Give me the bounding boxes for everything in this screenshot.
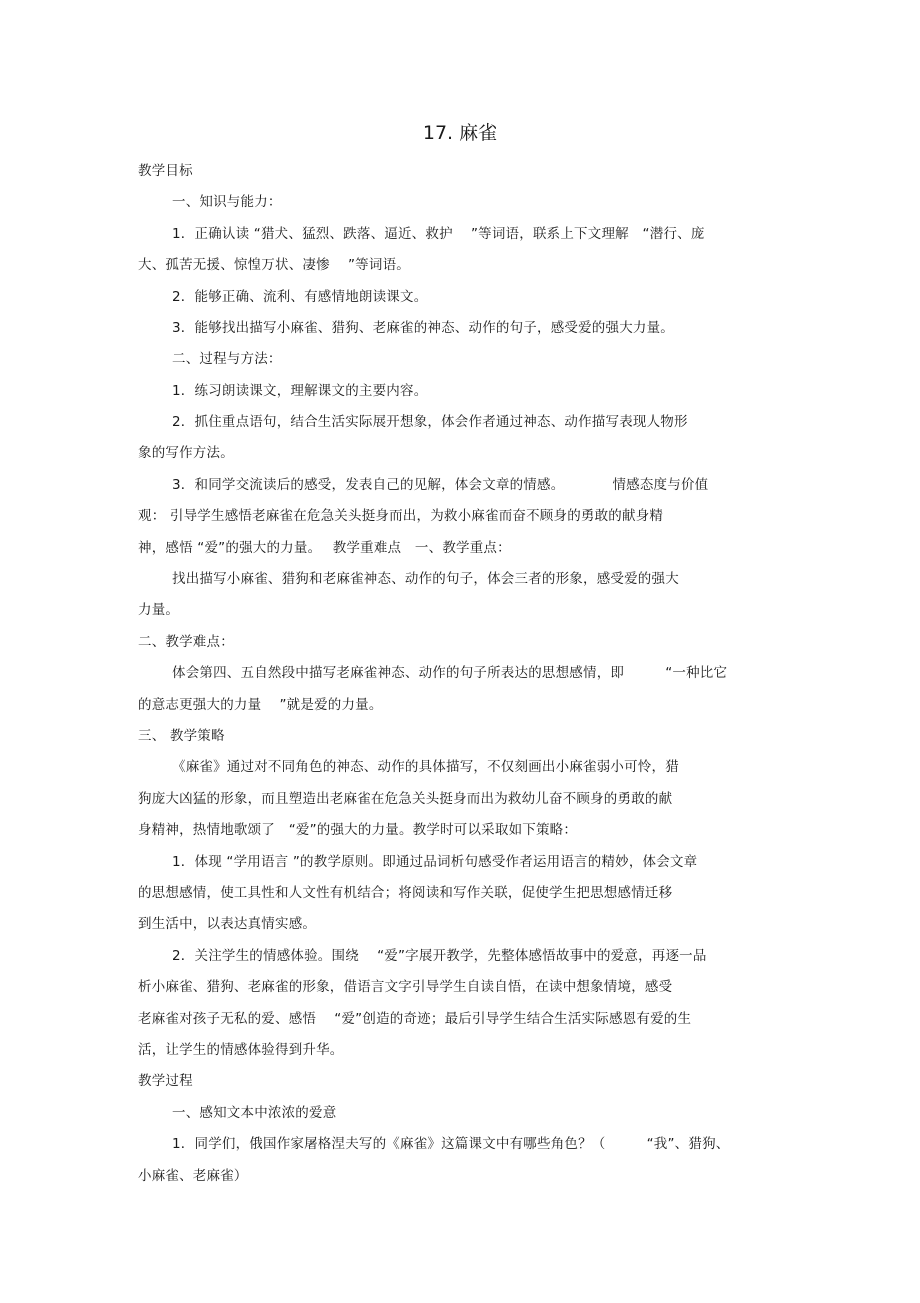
paragraph-line: 狗庞大凶猛的形象，而且塑造出老麻雀在危急关头挺身而出为救幼儿奋不顾身的勇敢的献 [138, 791, 673, 807]
paragraph-line: 1．同学们，俄国作家屠格涅夫写的《麻雀》这篇课文中有哪些角色？（ “我”、猎狗、 [172, 1136, 730, 1152]
paragraph-line: 活，让学生的情感体验得到升华。 [138, 1042, 344, 1058]
paragraph-line: 老麻雀对孩子无私的爱、感悟 “爱”创造的奇迹；最后引导学生结合生活实际感恩有爱的生 [138, 1011, 692, 1027]
subheading-difficulty: 二、教学难点： [138, 634, 234, 650]
section-heading-process: 教学过程 [138, 1073, 193, 1089]
paragraph-line: 力量。 [138, 602, 180, 618]
paragraph-line: 大、孤苦无援、惊惶万状、凄惨 ”等词语。 [138, 257, 410, 273]
paragraph-line: 的意志更强大的力量 ”就是爱的力量。 [138, 697, 383, 713]
paragraph-line: 3．能够找出描写小麻雀、猎狗、老麻雀的神态、动作的句子，感受爱的强大力量。 [172, 320, 674, 336]
paragraph-line: 1．练习朗读课文，理解课文的主要内容。 [172, 383, 428, 399]
paragraph-line: 2．关注学生的情感体验。围绕 “爱”字展开教学，先整体感悟故事中的爱意，再逐一品 [172, 948, 707, 964]
subheading-process: 二、过程与方法： [172, 351, 282, 367]
paragraph-line: 2．能够正确、流利、有感情地朗读课文。 [172, 289, 428, 305]
paragraph-line: 象的写作方法。 [138, 445, 234, 461]
paragraph-line: 身精神，热情地歌颂了 “爱”的强大的力量。教学时可以采取如下策略： [138, 822, 578, 838]
paragraph-line: 神，感悟 “爱”的强大的力量。 教学重难点 一、教学重点： [138, 540, 511, 556]
section-heading-strategy: 三、 教学策略 [138, 728, 225, 744]
paragraph-line: 小麻雀、老麻雀） [138, 1168, 248, 1184]
paragraph-line: 1．正确认读 “猎犬、猛烈、跌落、逼近、救护 ”等词语，联系上下文理解 “潜行、庞 [172, 226, 705, 242]
paragraph-line: 找出描写小麻雀、猎狗和老麻雀神态、动作的句子，体会三者的形象，感受爱的强大 [172, 571, 679, 587]
subheading-step-one: 一、感知文本中浓浓的爱意 [172, 1105, 337, 1121]
paragraph-line: 3．和同学交流读后的感受，发表自己的见解，体会文章的情感。 情感态度与价值 [172, 477, 709, 493]
paragraph-line: 的思想感情，使工具性和人文性有机结合；将阅读和写作关联，促使学生把思想感情迁移 [138, 885, 673, 901]
paragraph-line: 析小麻雀、猎狗、老麻雀的形象，借语言文字引导学生自读自悟，在读中想象情境，感受 [138, 979, 673, 995]
paragraph-line: 到生活中，以表达真情实感。 [138, 916, 317, 932]
paragraph-line: 《麻雀》通过对不同角色的神态、动作的具体描写，不仅刻画出小麻雀弱小可怜，猎 [172, 759, 679, 775]
subheading-knowledge: 一、知识与能力： [172, 194, 282, 210]
section-heading-objectives: 教学目标 [138, 163, 193, 179]
paragraph-line: 观： 引导学生感悟老麻雀在危急关头挺身而出，为救小麻雀而奋不顾身的勇敢的献身精 [138, 508, 664, 524]
document-title: 17. 麻雀 [422, 122, 498, 144]
paragraph-line: 2．抓住重点语句，结合生活实际展开想象，体会作者通过神态、动作描写表现人物形 [172, 414, 688, 430]
paragraph-line: 体会第四、五自然段中描写老麻雀神态、动作的句子所表达的思想感情，即 “一种比它 [172, 665, 728, 681]
paragraph-line: 1．体现 “学用语言 ”的教学原则。即通过品词析句感受作者运用语言的精妙，体会文章 [172, 854, 698, 870]
